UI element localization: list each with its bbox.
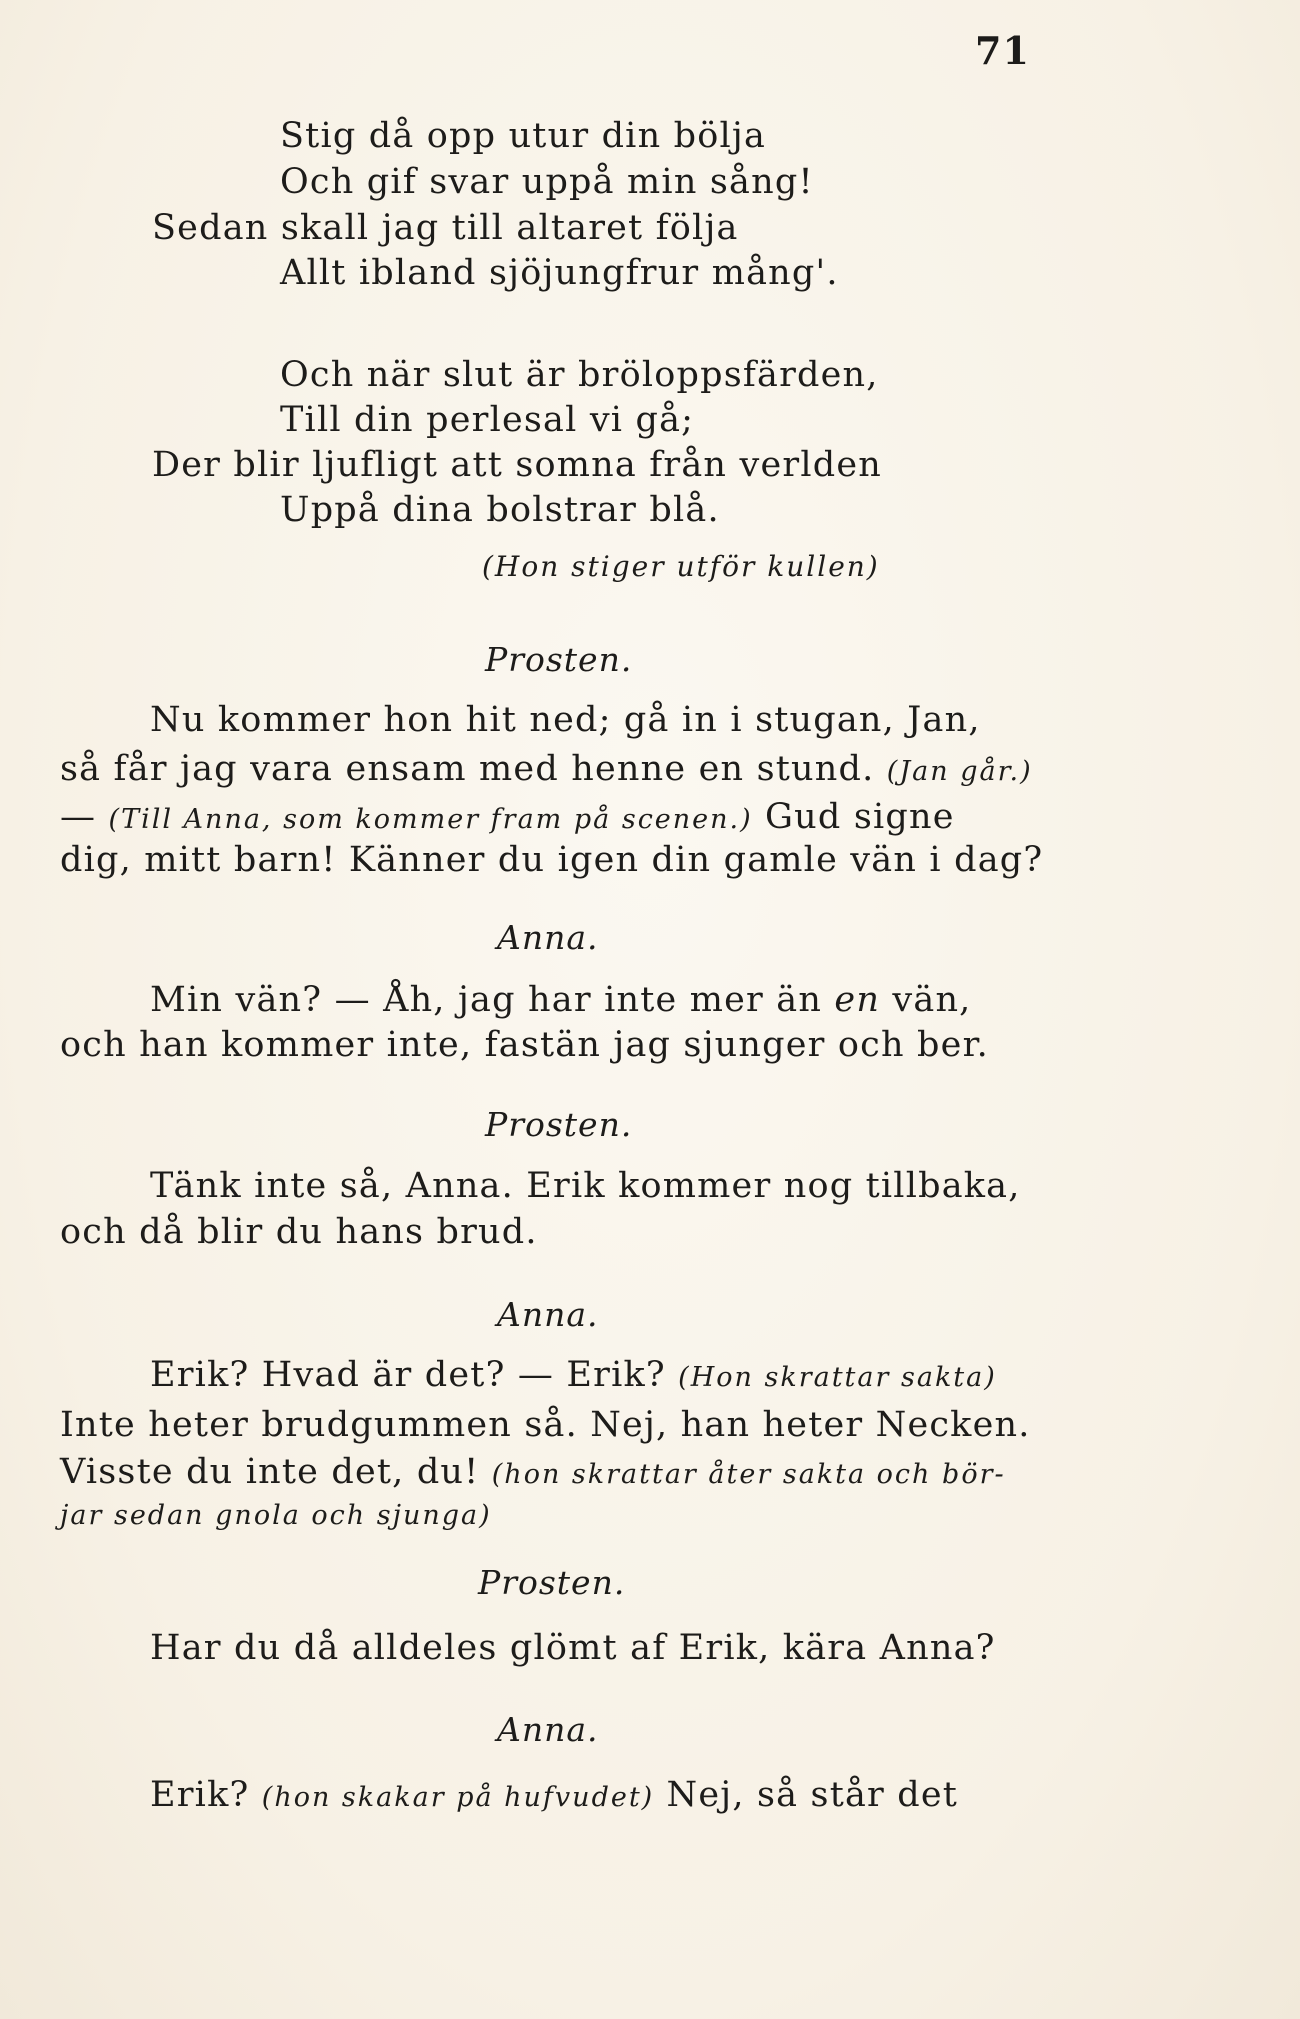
verse-line: Till din perlesal vi gå; (280, 400, 695, 440)
speech-text: Gud signe (765, 797, 955, 837)
dash: — (60, 797, 97, 837)
speech-line (60, 797, 955, 840)
page-number: 71 (975, 28, 1030, 73)
speech-text: Erik? (150, 1775, 250, 1815)
speech-line (60, 1452, 1006, 1495)
speaker-name: Prosten. (478, 1563, 626, 1602)
speech-line: och han kommer inte, fastän jag sjunger och ber. (60, 1025, 989, 1065)
speech-line: Tänk inte så, Anna. Erik kommer nog tillbaka, (150, 1166, 1021, 1206)
speech-line: och då blir du hans brud. (60, 1212, 538, 1252)
stage-direction: (Hon stiger utför kullen) (482, 550, 880, 583)
stage-direction: (Jan går.) (886, 756, 1033, 787)
speech-line (150, 1355, 997, 1398)
speech-line: Nu kommer hon hit ned; gå in i stugan, Jan, (150, 700, 981, 740)
stage-direction: jar sedan gnola och sjunga) (60, 1500, 492, 1531)
speaker-name: Prosten. (485, 1105, 633, 1144)
speech-line (60, 749, 1033, 792)
verse-line: Sedan skall jag till altaret följa (152, 208, 739, 248)
speaker-name: Anna. (497, 918, 599, 957)
speech-text: Visste du inte det, du! (60, 1452, 480, 1492)
verse-line: Uppå dina bolstrar blå. (280, 490, 720, 530)
stage-direction: (Till Anna, som kommer fram på scenen.) (108, 804, 753, 835)
speech-line (150, 1775, 958, 1818)
verse-line: Allt ibland sjöjungfrur mång'. (280, 253, 839, 293)
verse-line: Der blir ljufligt att somna från verlden (152, 445, 882, 485)
speech-text: Min vän? — Åh, jag har inte mer än (150, 980, 823, 1020)
speaker-name: Anna. (497, 1710, 599, 1749)
speaker-name: Prosten. (485, 640, 633, 679)
stage-direction: (Hon skrattar sakta) (678, 1362, 997, 1393)
speech-line: Inte heter brudgummen så. Nej, han heter Necken. (60, 1405, 1031, 1445)
verse-line: Stig då opp utur din bölja (280, 116, 767, 156)
speech-text: så får jag vara ensam med henne en stund. (60, 749, 875, 789)
speech-line (60, 1493, 492, 1536)
stage-direction: (hon skakar på hufvudet) (261, 1782, 655, 1813)
verse-line: Och när slut är bröloppsfärden, (280, 355, 879, 395)
speech-text: Erik? Hvad är det? — Erik? (150, 1355, 666, 1395)
emphasis-text: en (834, 980, 881, 1020)
stage-direction: (hon skrattar åter sakta och bör- (491, 1459, 1006, 1490)
speech-text: Nej, så står det (666, 1775, 959, 1815)
verse-line: Och gif svar uppå min sång! (280, 162, 814, 202)
speech-line (150, 980, 972, 1020)
speaker-name: Anna. (497, 1295, 599, 1334)
speech-line: Har du då alldeles glömt af Erik, kära Anna? (150, 1628, 996, 1668)
speech-line: dig, mitt barn! Känner du igen din gamle vän i dag? (60, 840, 1044, 880)
speech-text: vän, (892, 980, 972, 1020)
